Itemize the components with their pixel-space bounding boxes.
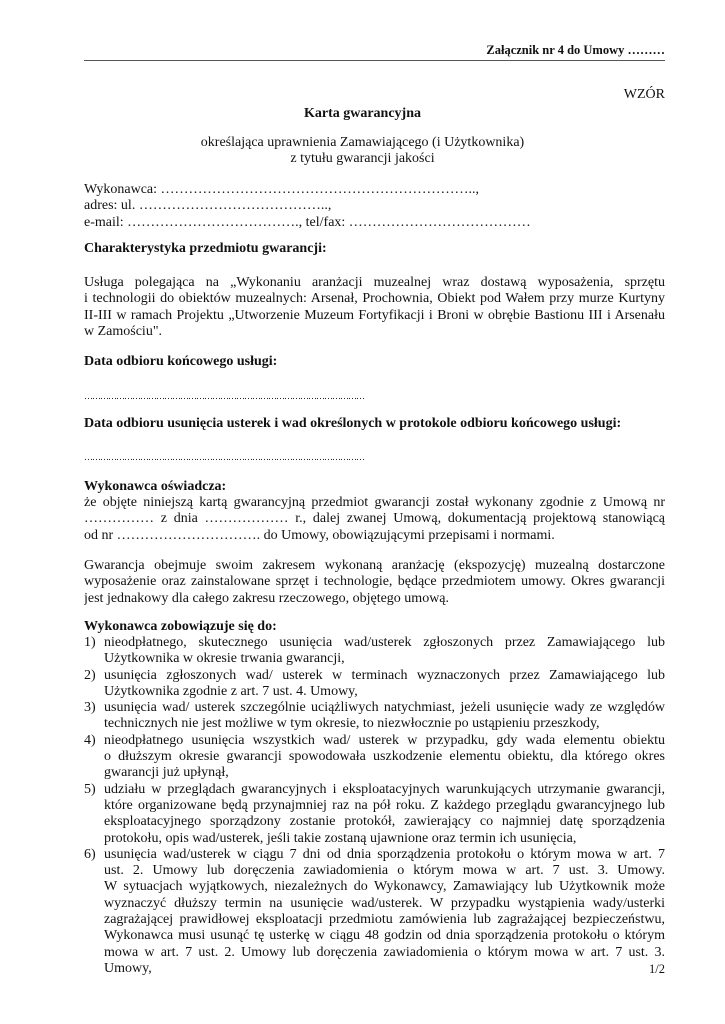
- paragraph-line: gwarancji już upłynął,: [104, 765, 229, 781]
- obligation-item: [84, 700, 665, 733]
- paragraph-line: wyposażenie oraz zainstalowane sprzęt i technologie, będące przedmiotem umowy. Okres gwarancji: [84, 574, 665, 590]
- obligation-item: [84, 847, 665, 977]
- contractor-details: [84, 182, 665, 231]
- document-title: Karta gwarancyjna: [303, 106, 422, 121]
- header-divider: [84, 60, 665, 61]
- paragraph-line: o dłuższym okresie gwarancji spowodowała uszkodzenie elementu obiektu, dla którego okres: [104, 749, 665, 765]
- paragraph-line: od nr …………………………. do Umowy, obowiązującymi przepisami i normami.: [84, 527, 555, 543]
- paragraph-line: nieodpłatnego, skutecznego usunięcia wad/usterek zgłoszonych przez Zamawiającego lub: [104, 635, 665, 650]
- paragraph-line: usunięcia zgłoszonych wad/ usterek w terminach wyznaczonych przez Zamawiającego lub: [104, 667, 665, 683]
- paragraph-line: w Zamościu".: [84, 323, 163, 339]
- paragraph-line: protokołu, opis wad/usterek, jeśli takie zostaną ujawnione oraz termin ich usunięcia,: [104, 830, 577, 846]
- obligation-number: 3): [84, 700, 96, 716]
- paragraph-line: że objęte niniejszą kartą gwarancyjną przedmiot gwarancji został wykonany zgodnie z Umową nr: [84, 495, 665, 510]
- paragraph-line: eksploatacyjnego sporządzony zostanie protokół, zawierający co najmniej datę sporządzenia: [104, 814, 665, 830]
- obligation-item: [84, 733, 665, 782]
- paragraph-line: i technologii do obiektów muzealnych: Arsenał, Prochownia, Obiekt pod Wałem przy murze Kurtyny: [84, 291, 665, 307]
- contractor-name-field: Wykonawca: …………………………………………………………..,: [84, 182, 480, 197]
- defects-acceptance-heading: Data odbioru usunięcia usterek i wad określonych w protokole odbioru końcowego usługi:: [84, 416, 622, 431]
- paragraph-line: W sytuacjach wyjątkowych, niezależnych do Wykonawcy, Zamawiający lub Użytkownik może: [104, 879, 665, 895]
- paragraph-line: Użytkownika w okresie trwania gwarancji,: [104, 651, 345, 667]
- paragraph-line: …………… z dnia ……………… r., dalej zwanej Umową, dokumentacją projektową stanowiącą: [84, 511, 665, 527]
- contractor-contact-field: e-mail: ………………………………., tel/fax: …………………………………: [84, 214, 531, 230]
- paragraph-line: Usługa polegająca na „Wykonaniu aranżacji muzealnej wraz dostawą wyposażenia, sprzętu: [84, 275, 665, 290]
- declaration-paragraph: [84, 495, 665, 544]
- final-acceptance-heading: Data odbioru końcowego usługi:: [84, 354, 278, 369]
- attachment-header: Załącznik nr 4 do Umowy ………: [486, 43, 665, 57]
- obligation-item: [84, 782, 665, 847]
- paragraph-line: Użytkownika zgodnie z art. 7 ust. 4. Umowy,: [104, 683, 358, 699]
- contractor-address-field: adres: ul. …………………………………..,: [84, 198, 332, 214]
- obligation-number: 5): [84, 781, 96, 797]
- defects-acceptance-blank: ……………………………………………………………………………………………: [84, 452, 364, 462]
- page-number: 1/2: [649, 962, 665, 976]
- obligation-number: 2): [84, 667, 96, 683]
- subtitle-line: określająca uprawnienia Zamawiającego (i Użytkownika): [200, 135, 525, 150]
- paragraph-line: II-III w ramach Projektu „Utworzenie Muzeum Fortyfikacji i Broni w obrębie Bastionu III i Arsenału: [84, 307, 665, 323]
- paragraph-line: Gwarancja obejmuje swoim zakresem wykonaną aranżację (ekspozycję) muzealną dostarczone: [84, 558, 665, 573]
- obligation-number: 4): [84, 732, 96, 748]
- obligations-list: [84, 635, 665, 977]
- paragraph-line: ust. 2. Umowy lub doręczenia zawiadomienia o którym mowa w art. 7 ust. 3. Umowy.: [104, 863, 665, 879]
- paragraph-line: mowa w art. 7 ust. 2. Umowy lub doręczenia zawiadomienia o którym mowa w art. 7 ust. 3.: [104, 944, 665, 960]
- paragraph-line: które organizowane będą przynajmniej raz na pół roku. Z każdego przeglądu gwarancyjnego lub: [104, 797, 665, 813]
- document-subtitle: [0, 135, 725, 168]
- paragraph-line: zagrażającej prawidłowej eksploatacji przedmiotu zamówienia lub zagrażającej bezpieczeństwu,: [104, 912, 665, 928]
- obligation-number: 1): [84, 635, 96, 650]
- paragraph-line: usunięcia wad/ usterek szczególnie uciążliwych natychmiast, jeżeli usunięcie wady ze względów: [104, 700, 665, 716]
- paragraph-line: Umowy,: [104, 960, 152, 976]
- scope-paragraph: [84, 558, 665, 607]
- declaration-heading: Wykonawca oświadcza:: [84, 479, 227, 494]
- characteristics-paragraph: [84, 275, 665, 340]
- characteristics-heading: Charakterystyka przedmiotu gwarancji:: [84, 241, 327, 256]
- subtitle-line: z tytułu gwarancji jakości: [290, 151, 435, 167]
- final-acceptance-blank: ……………………………………………………………………………………………: [84, 391, 364, 401]
- paragraph-line: usunięcia wad/usterek w ciągu 7 dni od dnia sporządzenia protokołu o którym mowa w art. 7: [104, 846, 665, 862]
- obligation-number: 6): [84, 846, 96, 862]
- obligation-item: [84, 635, 665, 668]
- obligation-item: [84, 668, 665, 701]
- paragraph-line: jest jednakowy dla całego zakresu rzeczowego, objętego umową.: [84, 590, 450, 606]
- paragraph-line: Wykonawca musi usunąć tę usterkę w ciągu 48 godzin od dnia sporządzenia protokołu o którym: [104, 928, 665, 944]
- obligations-heading: Wykonawca zobowiązuje się do:: [84, 619, 277, 634]
- template-label: WZÓR: [623, 87, 665, 102]
- paragraph-line: udziału w przeglądach gwarancyjnych i eksploatacyjnych warunkujących utrzymanie gwarancji,: [104, 781, 665, 797]
- paragraph-line: wyznaczyć dłuższy termin na usunięcie wad/usterek. W przypadku wystąpienia wady/usterki: [104, 895, 665, 911]
- paragraph-line: technicznych nie jest możliwe w tym okresie, to niezwłocznie po ustąpieniu przeszkody,: [104, 716, 600, 732]
- paragraph-line: nieodpłatnego usunięcia wszystkich wad/ usterek w przypadku, gdy wada elementu obiektu: [104, 732, 665, 748]
